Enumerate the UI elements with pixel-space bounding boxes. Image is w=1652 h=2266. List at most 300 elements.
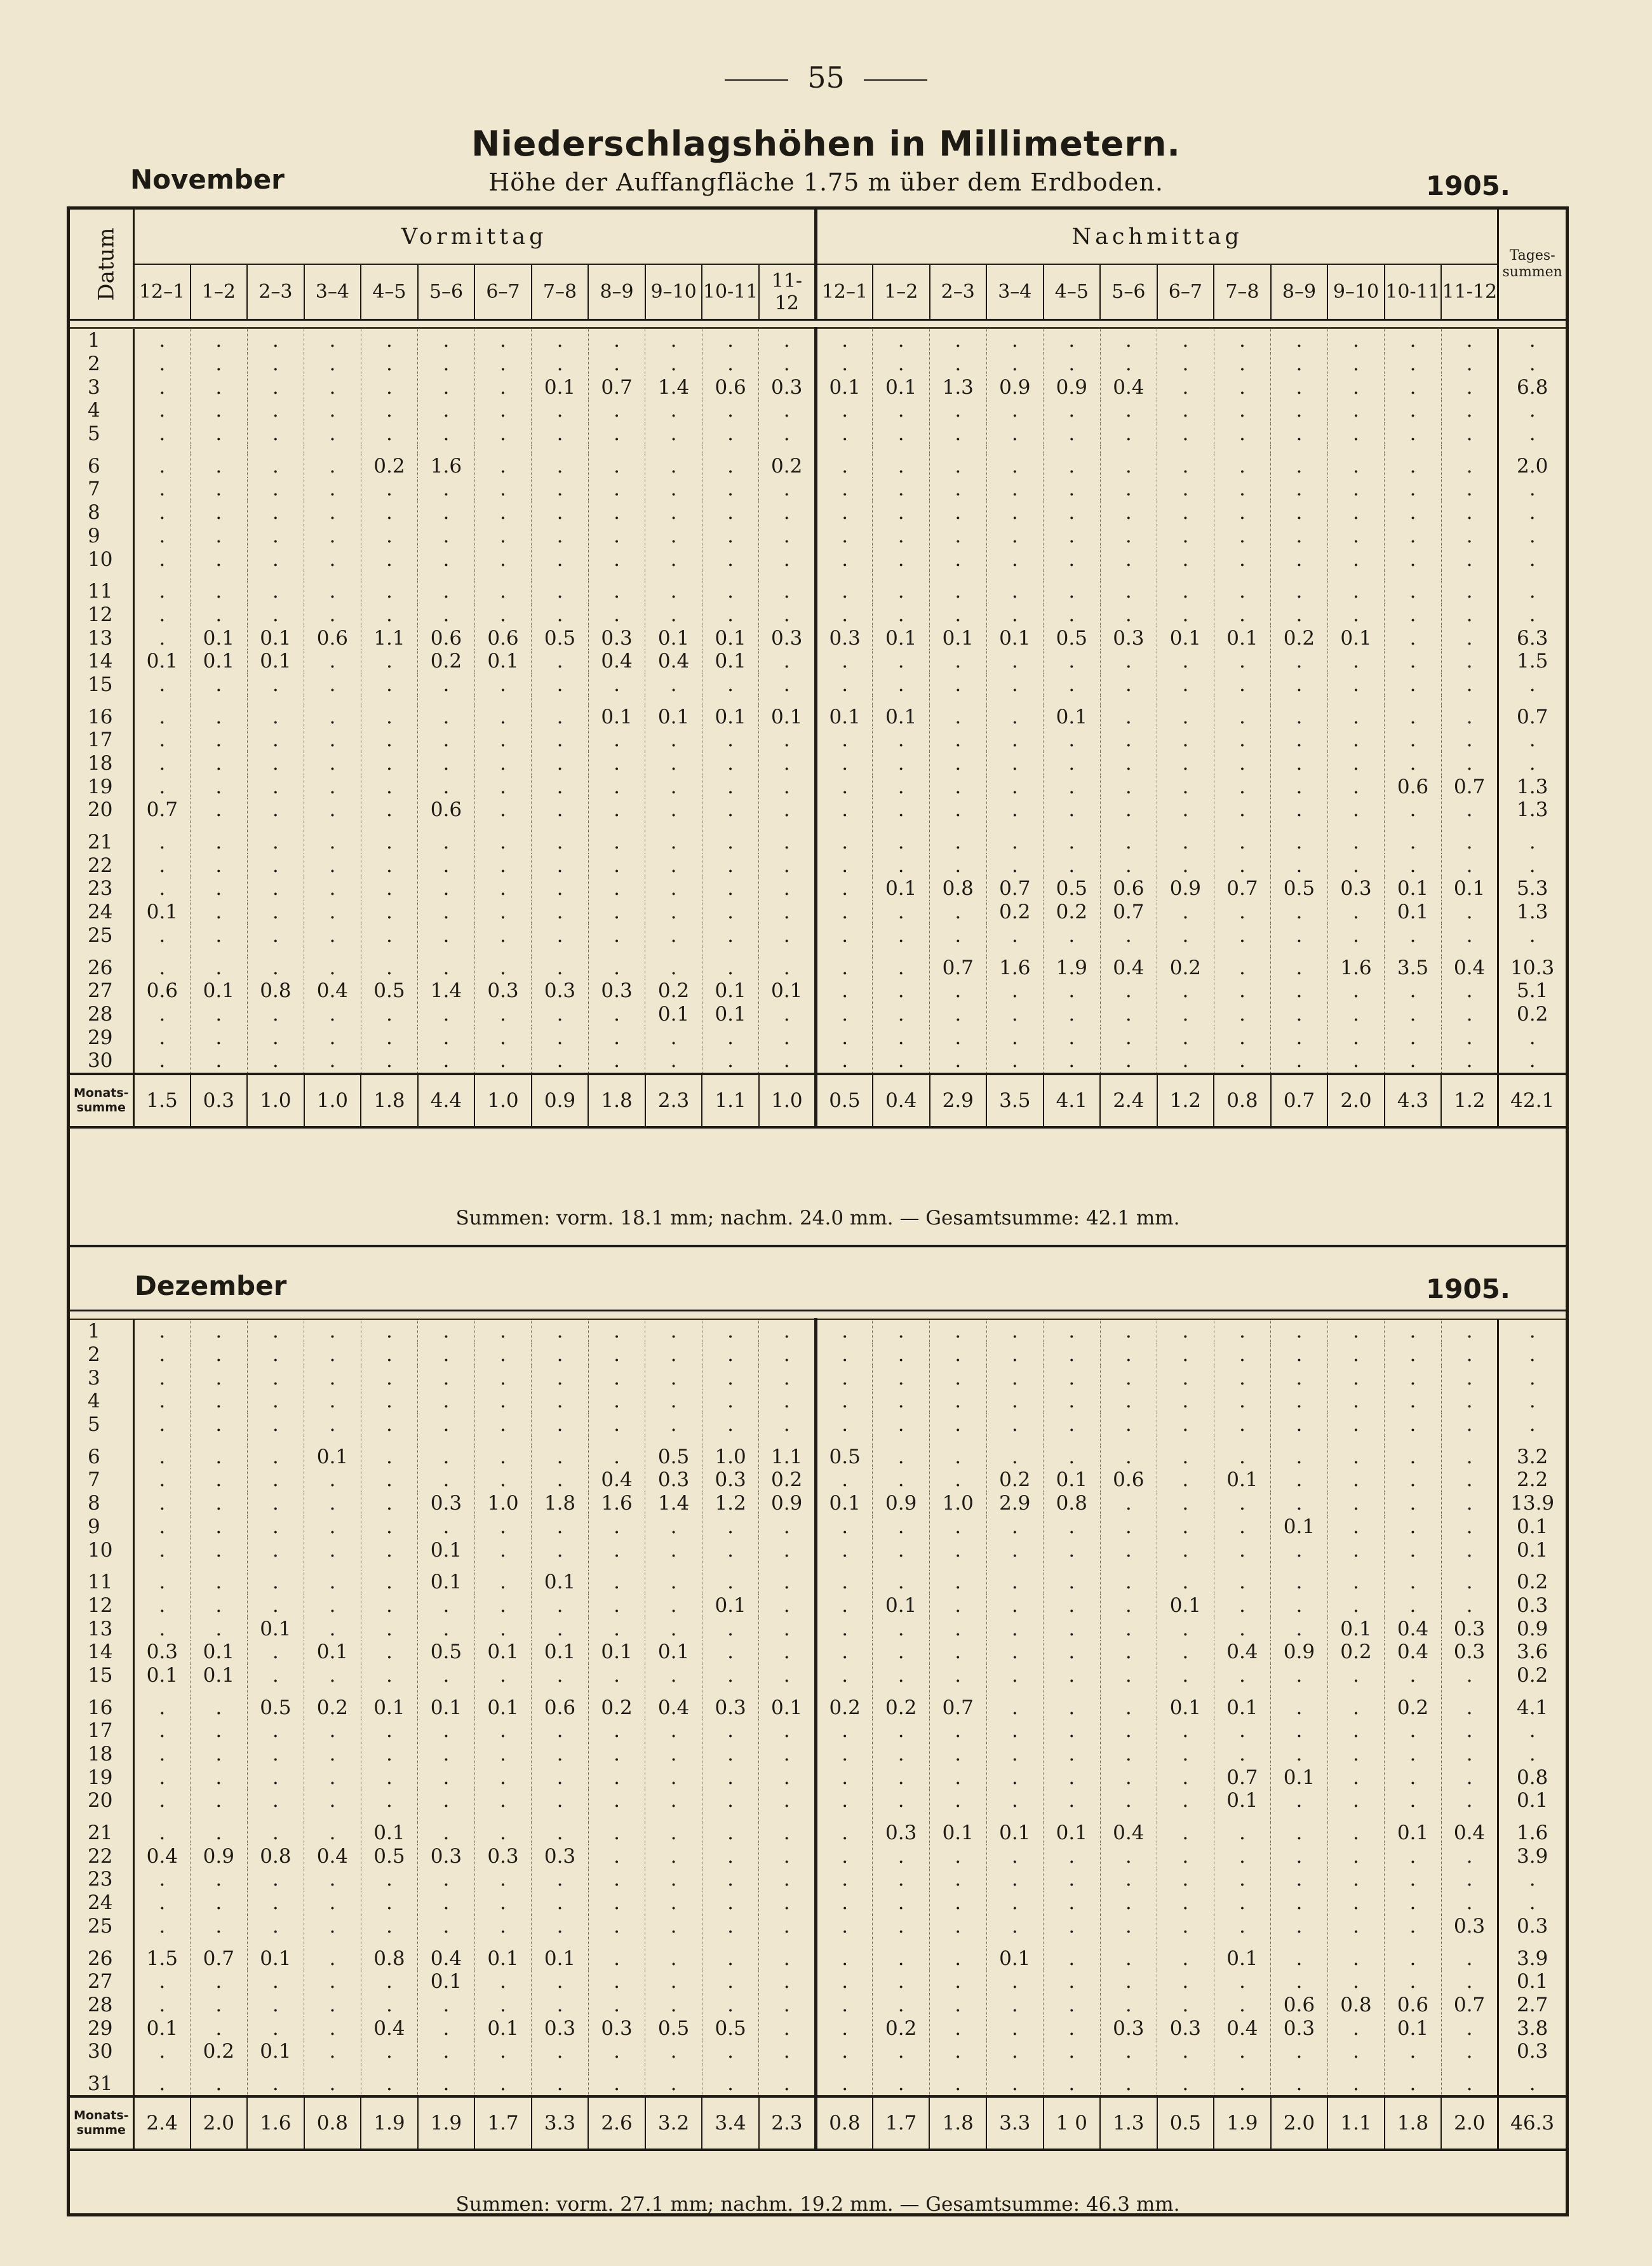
rain-cell: .: [418, 501, 475, 525]
dezember-table: [70, 1310, 1566, 2151]
gap-cell: [702, 571, 759, 580]
rain-cell: .: [304, 1538, 361, 1562]
gap-cell: [133, 2063, 191, 2072]
rain-cell: .: [1385, 673, 1442, 697]
rain-cell: .: [1327, 798, 1385, 822]
rain-cell: .: [1044, 580, 1101, 603]
gap-cell: [702, 1562, 759, 1571]
rain-cell: .: [474, 1821, 532, 1845]
rain-cell: .: [645, 1970, 702, 1994]
rain-cell: .: [304, 752, 361, 775]
rain-cell: .: [986, 979, 1044, 1003]
gap-cell: [418, 1562, 475, 1571]
gap-cell: [816, 1687, 873, 1696]
rain-cell: .: [247, 1343, 304, 1367]
rain-cell: .: [702, 1743, 759, 1766]
rain-cell: .: [645, 877, 702, 901]
rain-cell: .: [361, 1390, 418, 1413]
rain-cell: .: [759, 1719, 816, 1743]
rain-cell: .: [304, 1719, 361, 1743]
rain-cell: .: [304, 2016, 361, 2040]
gap-cell: [1327, 2063, 1385, 2072]
rain-cell: .: [1214, 1026, 1271, 1049]
day-number: 20: [70, 798, 133, 822]
rain-cell: .: [702, 775, 759, 798]
rain-cell: .: [986, 580, 1044, 603]
rain-cell: .: [1441, 901, 1498, 924]
rain-cell: .: [474, 525, 532, 548]
rain-cell: .: [191, 1366, 248, 1390]
hour-header: 7–8: [532, 264, 589, 320]
rain-cell: .: [247, 1413, 304, 1437]
rain-cell: .: [1100, 1844, 1157, 1868]
rain-cell: .: [1441, 2040, 1498, 2063]
rain-cell: .: [873, 924, 930, 948]
rain-cell: 0.1: [759, 979, 816, 1003]
rain-cell: .: [1385, 1026, 1442, 1049]
table-row: [70, 728, 1566, 752]
rain-cell: .: [588, 1366, 645, 1390]
gap-cell: [133, 571, 191, 580]
gap-cell: [70, 445, 133, 454]
rain-cell: .: [1327, 1445, 1385, 1468]
rain-cell: .: [474, 1868, 532, 1891]
rain-cell: .: [1385, 1915, 1442, 1938]
daily-sum: 0.1: [1498, 1538, 1566, 1562]
monthly-sum-cell: 1.8: [361, 1074, 418, 1127]
rain-cell: .: [929, 1868, 986, 1891]
rain-cell: .: [1044, 752, 1101, 775]
rain-cell: .: [873, 525, 930, 548]
rain-cell: .: [474, 1970, 532, 1994]
rain-cell: .: [759, 1538, 816, 1562]
rain-cell: .: [418, 924, 475, 948]
rain-cell: .: [474, 1891, 532, 1915]
rain-cell: .: [191, 1468, 248, 1492]
table-row: [70, 1049, 1566, 1074]
rain-cell: .: [304, 1413, 361, 1437]
rain-cell: .: [588, 752, 645, 775]
rain-cell: .: [133, 375, 191, 399]
daily-sum: 0.2: [1498, 1571, 1566, 1594]
rain-cell: .: [986, 1026, 1044, 1049]
rain-cell: .: [1385, 1538, 1442, 1562]
gap-cell: [191, 1938, 248, 1947]
rain-cell: 0.4: [1385, 1640, 1442, 1664]
rain-cell: .: [873, 1445, 930, 1468]
rain-cell: .: [645, 1617, 702, 1640]
rain-cell: .: [474, 1789, 532, 1813]
day-number: 16: [70, 705, 133, 728]
rain-cell: .: [645, 454, 702, 478]
gap-cell: [70, 947, 133, 956]
rain-cell: .: [1157, 705, 1214, 728]
rain-cell: .: [816, 1515, 873, 1539]
table-row: [70, 1696, 1566, 1719]
rain-cell: .: [759, 1594, 816, 1618]
rain-cell: .: [474, 2072, 532, 2097]
rain-cell: 0.1: [1044, 1468, 1101, 1492]
gap-cell: [1327, 571, 1385, 580]
day-number: 11: [70, 1571, 133, 1594]
rain-cell: .: [191, 454, 248, 478]
day-number: 5: [70, 1413, 133, 1437]
gap-cell: [759, 822, 816, 831]
rain-cell: .: [1271, 1571, 1328, 1594]
rain-cell: .: [986, 603, 1044, 627]
rain-cell: .: [986, 1319, 1044, 1343]
rain-cell: .: [816, 525, 873, 548]
day-number: 25: [70, 924, 133, 948]
rain-cell: .: [759, 1049, 816, 1074]
gap-cell: [247, 571, 304, 580]
monthly-sum-cell: 2.4: [133, 2096, 191, 2150]
row-gap: [70, 1687, 1566, 1696]
rain-cell: .: [1157, 501, 1214, 525]
gap-cell: [645, 1436, 702, 1445]
rain-cell: .: [816, 1390, 873, 1413]
rain-cell: .: [532, 1538, 589, 1562]
rain-cell: .: [1044, 1445, 1101, 1468]
rain-cell: .: [1157, 1515, 1214, 1539]
rain-cell: 0.5: [645, 1445, 702, 1468]
gap-cell: [1100, 1938, 1157, 1947]
rain-cell: .: [1214, 924, 1271, 948]
rain-cell: .: [1157, 1789, 1214, 1813]
rain-cell: .: [588, 831, 645, 854]
day-number: 30: [70, 1049, 133, 1074]
gap-cell: [70, 696, 133, 705]
rain-cell: .: [702, 924, 759, 948]
rain-cell: .: [361, 854, 418, 877]
day-number: 31: [70, 2072, 133, 2097]
rain-cell: .: [986, 352, 1044, 376]
monthly-sum-cell: 1.7: [474, 2096, 532, 2150]
rain-cell: .: [1157, 1366, 1214, 1390]
rain-cell: .: [1385, 328, 1442, 352]
rain-cell: .: [1157, 1319, 1214, 1343]
gap-cell: [1271, 1562, 1328, 1571]
gap-cell: [873, 1938, 930, 1947]
vormittag-header: Vormittag: [133, 210, 816, 264]
rain-cell: .: [474, 1915, 532, 1938]
rain-cell: .: [304, 775, 361, 798]
daily-sum: 1.5: [1498, 650, 1566, 673]
rain-cell: .: [1441, 728, 1498, 752]
gap-cell: [759, 696, 816, 705]
day-number: 3: [70, 1366, 133, 1390]
rain-cell: .: [247, 1445, 304, 1468]
rain-cell: .: [532, 1468, 589, 1492]
rain-cell: .: [588, 1594, 645, 1618]
rain-cell: .: [929, 1766, 986, 1789]
rain-cell: .: [1100, 1664, 1157, 1687]
rain-cell: .: [247, 501, 304, 525]
rain-cell: .: [930, 924, 987, 948]
header-separator: [70, 1311, 1566, 1319]
daily-sum: .: [1498, 1319, 1566, 1343]
rain-cell: .: [645, 352, 702, 376]
rain-cell: .: [361, 580, 418, 603]
table-row: [70, 1343, 1566, 1367]
rain-cell: .: [247, 705, 304, 728]
rain-cell: .: [986, 1664, 1044, 1687]
day-number: 25: [70, 1915, 133, 1938]
rain-cell: 0.3: [645, 1468, 702, 1492]
rain-cell: .: [1441, 501, 1498, 525]
gap-cell: [532, 1562, 589, 1571]
rain-cell: .: [816, 752, 873, 775]
rain-cell: .: [1441, 752, 1498, 775]
daily-sum: 4.1: [1498, 1696, 1566, 1719]
rain-cell: .: [986, 1413, 1044, 1437]
rain-cell: .: [929, 1413, 986, 1437]
rain-cell: .: [474, 1994, 532, 2017]
rain-cell: .: [532, 1915, 589, 1938]
gap-cell: [133, 1813, 191, 1821]
rain-cell: .: [588, 547, 645, 571]
rain-cell: .: [133, 1343, 191, 1367]
gap-cell: [929, 1938, 986, 1947]
gap-cell: [133, 1687, 191, 1696]
rain-cell: .: [304, 525, 361, 548]
rain-cell: 0.1: [191, 979, 248, 1003]
gap-cell: [474, 1938, 532, 1947]
rain-cell: .: [816, 1343, 873, 1367]
rain-cell: .: [1100, 1413, 1157, 1437]
rain-cell: 0.5: [418, 1640, 475, 1664]
row-gap: [70, 2063, 1566, 2072]
rain-cell: .: [304, 328, 361, 352]
rain-cell: .: [133, 1468, 191, 1492]
rain-cell: .: [702, 728, 759, 752]
rain-cell: .: [474, 1390, 532, 1413]
rain-cell: .: [702, 1390, 759, 1413]
rain-cell: .: [1157, 1719, 1214, 1743]
gap-cell: [1385, 2063, 1442, 2072]
rain-cell: .: [873, 831, 930, 854]
rain-cell: .: [1327, 1003, 1385, 1026]
rain-cell: .: [1385, 1049, 1442, 1074]
rain-cell: .: [191, 1696, 248, 1719]
rain-cell: .: [986, 924, 1044, 948]
rain-cell: .: [702, 854, 759, 877]
rain-cell: .: [645, 1766, 702, 1789]
rain-cell: .: [816, 673, 873, 697]
rain-cell: .: [304, 877, 361, 901]
rain-cell: .: [816, 1413, 873, 1437]
gap-cell: [70, 1436, 133, 1445]
rain-cell: .: [1441, 2072, 1498, 2097]
rain-cell: .: [930, 454, 987, 478]
rain-cell: .: [702, 1891, 759, 1915]
rain-cell: .: [247, 1994, 304, 2017]
daily-sum: 0.8: [1498, 1766, 1566, 1789]
gap-cell: [361, 445, 418, 454]
rain-cell: .: [133, 673, 191, 697]
gap-cell: [1157, 947, 1214, 956]
rain-cell: .: [816, 1468, 873, 1492]
rain-cell: .: [361, 901, 418, 924]
rain-cell: .: [418, 1343, 475, 1367]
page-number: [0, 60, 1652, 95]
rain-cell: .: [1271, 1696, 1328, 1719]
rain-cell: .: [1157, 854, 1214, 877]
rain-cell: .: [418, 1743, 475, 1766]
rain-cell: .: [247, 1664, 304, 1687]
rain-cell: 0.4: [1385, 1617, 1442, 1640]
rain-cell: .: [1100, 1390, 1157, 1413]
monthly-sum-cell: 1.9: [418, 2096, 475, 2150]
rain-cell: .: [986, 2040, 1044, 2063]
rain-cell: .: [474, 328, 532, 352]
rain-cell: .: [1385, 399, 1442, 422]
gap-cell: [1157, 1562, 1214, 1571]
gap-cell: [645, 822, 702, 831]
rain-cell: 0.3: [532, 1844, 589, 1868]
rain-cell: .: [418, 1994, 475, 2017]
rain-cell: .: [873, 399, 930, 422]
rain-cell: .: [191, 501, 248, 525]
rain-cell: 0.1: [133, 901, 191, 924]
gap-cell: [702, 1813, 759, 1821]
rain-cell: .: [1157, 1445, 1214, 1468]
rain-cell: .: [1044, 1319, 1101, 1343]
rain-cell: .: [532, 1994, 589, 2017]
rain-cell: .: [1044, 1571, 1101, 1594]
rain-cell: .: [759, 877, 816, 901]
rain-cell: .: [474, 501, 532, 525]
rain-cell: .: [247, 752, 304, 775]
daily-sum: .: [1498, 1026, 1566, 1049]
rain-cell: .: [1044, 1664, 1101, 1687]
rain-cell: .: [133, 454, 191, 478]
day-number: 17: [70, 728, 133, 752]
table-row: [70, 650, 1566, 673]
rain-cell: .: [1327, 1515, 1385, 1539]
rain-cell: .: [304, 580, 361, 603]
rain-cell: 0.2: [1271, 626, 1328, 650]
gap-cell: [191, 1436, 248, 1445]
rain-cell: .: [361, 1994, 418, 2017]
rain-cell: .: [986, 525, 1044, 548]
rain-cell: .: [816, 1891, 873, 1915]
rain-cell: .: [133, 1743, 191, 1766]
gap-cell: [1100, 1687, 1157, 1696]
rain-cell: .: [1327, 525, 1385, 548]
rain-cell: .: [588, 1049, 645, 1074]
rain-cell: .: [247, 1515, 304, 1539]
rain-cell: 0.3: [418, 1844, 475, 1868]
rain-cell: 0.3: [133, 1640, 191, 1664]
rain-cell: .: [759, 1766, 816, 1789]
monthly-sum-cell: 0.5: [1157, 2096, 1214, 2150]
rain-cell: .: [474, 877, 532, 901]
gap-cell: [1385, 1938, 1442, 1947]
rain-cell: .: [191, 1743, 248, 1766]
gap-cell: [759, 1938, 816, 1947]
gap-cell: [418, 822, 475, 831]
day-number: 1: [70, 1319, 133, 1343]
rain-cell: .: [247, 1719, 304, 1743]
rain-cell: .: [986, 1915, 1044, 1938]
page-subtitle: Höhe der Auffangfläche 1.75 m über dem Erdboden.: [488, 168, 1164, 196]
rain-cell: .: [1100, 1617, 1157, 1640]
gap-cell: [474, 947, 532, 956]
hour-header: 3–4: [986, 264, 1044, 320]
hour-header: 9–10: [1327, 264, 1385, 320]
rain-cell: .: [247, 1468, 304, 1492]
gap-cell: [588, 1436, 645, 1445]
rain-cell: .: [1385, 924, 1442, 948]
rain-cell: .: [1100, 705, 1157, 728]
rain-cell: .: [304, 673, 361, 697]
hour-header: 6–7: [474, 264, 532, 320]
rain-cell: .: [588, 1538, 645, 1562]
rain-cell: .: [1271, 547, 1328, 571]
rain-cell: .: [873, 854, 930, 877]
rain-cell: .: [1271, 775, 1328, 798]
rain-cell: .: [191, 1049, 248, 1074]
rain-cell: 0.7: [588, 375, 645, 399]
rain-cell: .: [133, 705, 191, 728]
gap-cell: [133, 1562, 191, 1571]
rain-cell: .: [474, 831, 532, 854]
rain-cell: .: [133, 1617, 191, 1640]
gap-cell: [1327, 1436, 1385, 1445]
rain-cell: .: [930, 775, 987, 798]
monthly-sum-cell: 1.9: [1214, 2096, 1271, 2150]
gap-cell: [759, 1562, 816, 1571]
gap-cell: [1044, 1938, 1101, 1947]
rain-cell: .: [1214, 1719, 1271, 1743]
day-number: 15: [70, 673, 133, 697]
rain-cell: .: [873, 728, 930, 752]
rain-cell: .: [1044, 1743, 1101, 1766]
rain-cell: .: [1100, 1891, 1157, 1915]
rain-cell: 0.6: [1100, 877, 1157, 901]
monthly-sum-cell: 1.8: [1385, 2096, 1442, 2150]
rain-cell: .: [1157, 901, 1214, 924]
table-row: [70, 1891, 1566, 1915]
rain-cell: .: [532, 328, 589, 352]
gap-cell: [133, 822, 191, 831]
rain-cell: 0.9: [191, 1844, 248, 1868]
day-number: 27: [70, 1970, 133, 1994]
rain-cell: 0.1: [532, 1947, 589, 1970]
rain-cell: .: [986, 1445, 1044, 1468]
rain-cell: .: [645, 1915, 702, 1938]
day-number: 10: [70, 1538, 133, 1562]
rain-cell: .: [1044, 1844, 1101, 1868]
rain-cell: .: [532, 1319, 589, 1343]
rain-cell: .: [986, 1366, 1044, 1390]
rain-cell: .: [702, 1026, 759, 1049]
rain-cell: .: [474, 1594, 532, 1618]
table-row: [70, 877, 1566, 901]
rain-cell: .: [247, 547, 304, 571]
rain-cell: .: [1157, 831, 1214, 854]
gap-cell: [1157, 696, 1214, 705]
gap-cell: [1498, 947, 1566, 956]
gap-cell: [1100, 571, 1157, 580]
rain-cell: .: [1157, 454, 1214, 478]
rain-cell: 0.1: [418, 1970, 475, 1994]
gap-cell: [986, 696, 1044, 705]
rain-cell: .: [873, 1617, 930, 1640]
rain-cell: .: [1214, 399, 1271, 422]
rain-cell: .: [1385, 1947, 1442, 1970]
